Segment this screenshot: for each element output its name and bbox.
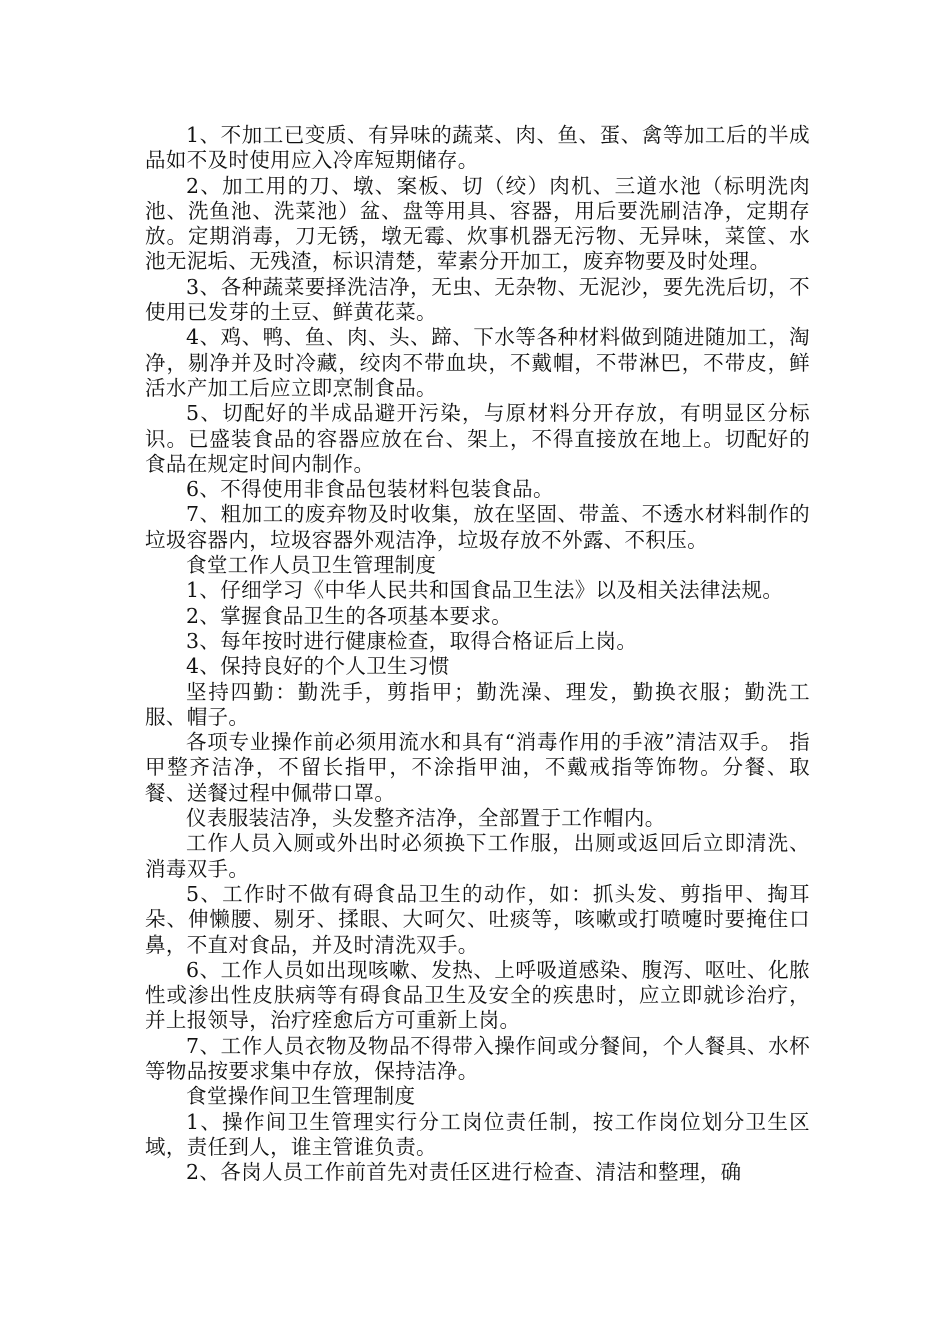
- paragraph-17: 6、工作人员如出现咳嗽、发热、上呼吸道感染、腹泻、呕吐、化脓性或渗出性皮肤病等有碍食品卫生及安全的疾患时，应立即就诊治疗，并上报领导，治疗痊愈后方可重新上岗。: [145, 957, 810, 1033]
- paragraph-15: 工作人员入厕或外出时必须换下工作服，出厕或返回后立即清洗、消毒双手。: [145, 831, 810, 881]
- section-heading-staff-hygiene: 食堂工作人员卫生管理制度: [186, 553, 437, 578]
- paragraph-4: 4、鸡、鸭、鱼、肉、头、蹄、下水等各种材料做到随进随加工，淘净，剔净并及时冷藏，绞肉不带血块，不戴帽，不带淋巴，不带皮，鲜活水产加工后应立即烹制食品。: [145, 325, 810, 400]
- paragraph-11: 4、保持良好的个人卫生习惯: [186, 654, 450, 679]
- paragraph-2: 2、加工用的刀、墩、案板、切（绞）肉机、三道水池（标明洗肉池、洗鱼池、洗菜池）盆、盘等用具、容器，用后要洗刷洁净，定期存放。定期消毒，刀无锈，墩无霉、炊事机器无污物、无异味，菜筐、水池无泥垢、无残渣，标识清楚，荤素分开加工，废弃物要及时处理。: [145, 173, 810, 274]
- paragraph-10: 3、每年按时进行健康检查，取得合格证后上岗。: [186, 628, 638, 653]
- paragraph-6: 6、不得使用非食品包装材料包装食品。: [186, 477, 554, 502]
- paragraph-8: 1、仔细学习《中华人民共和国食品卫生法》以及相关法律法规。: [186, 578, 784, 603]
- paragraph-1: 1、不加工已变质、有异味的蔬菜、肉、鱼、蛋、禽等加工后的半成品如不及时使用应入冷库短期储存。: [145, 123, 810, 173]
- paragraph-9: 2、掌握食品卫生的各项基本要求。: [186, 603, 513, 628]
- paragraph-3: 3、各种蔬菜要择洗洁净，无虫、无杂物、无泥沙，要先洗后切，不使用已发芽的土豆、鲜黄花菜。: [145, 274, 810, 325]
- paragraph-7: 7、粗加工的废弃物及时收集，放在坚固、带盖、不透水材料制作的垃圾容器内，垃圾容器外观洁净，垃圾存放不外露、不积压。: [145, 502, 810, 552]
- paragraph-5: 5、切配好的半成品避开污染，与原材料分开存放，有明显区分标识。已盛装食品的容器应放在台、架上，不得直接放在地上。切配好的食品在规定时间内制作。: [145, 401, 810, 476]
- section-heading-kitchen-hygiene: 食堂操作间卫生管理制度: [186, 1084, 416, 1109]
- paragraph-19: 1、操作间卫生管理实行分工岗位责任制，按工作岗位划分卫生区域，责任到人，谁主管谁负责。: [145, 1109, 810, 1159]
- document-page: [145, 123, 810, 1185]
- paragraph-16: 5、工作时不做有碍食品卫生的动作，如：抓头发、剪指甲、掏耳朵、伸懒腰、剔牙、揉眼、大呵欠、吐痰等，咳嗽或打喷嚏时要掩住口鼻，不直对食品，并及时清洗双手。: [145, 881, 810, 957]
- paragraph-14: 仪表服装洁净，头发整齐洁净，全部置于工作帽内。: [186, 806, 666, 831]
- paragraph-20: 2、各岗人员工作前首先对责任区进行检查、清洁和整理，确: [186, 1160, 742, 1185]
- paragraph-12: 坚持四勤：勤洗手，剪指甲；勤洗澡、理发，勤换衣服；勤洗工服、帽子。: [145, 679, 810, 729]
- paragraph-18: 7、工作人员衣物及物品不得带入操作间或分餐间，个人餐具、水杯等物品按要求集中存放，保持洁净。: [145, 1033, 810, 1083]
- paragraph-13: 各项专业操作前必须用流水和具有“消毒作用的手液”清洁双手。 指甲整齐洁净，不留长指甲，不涂指甲油，不戴戒指等饰物。分餐、取餐、送餐过程中佩带口罩。: [145, 730, 810, 805]
